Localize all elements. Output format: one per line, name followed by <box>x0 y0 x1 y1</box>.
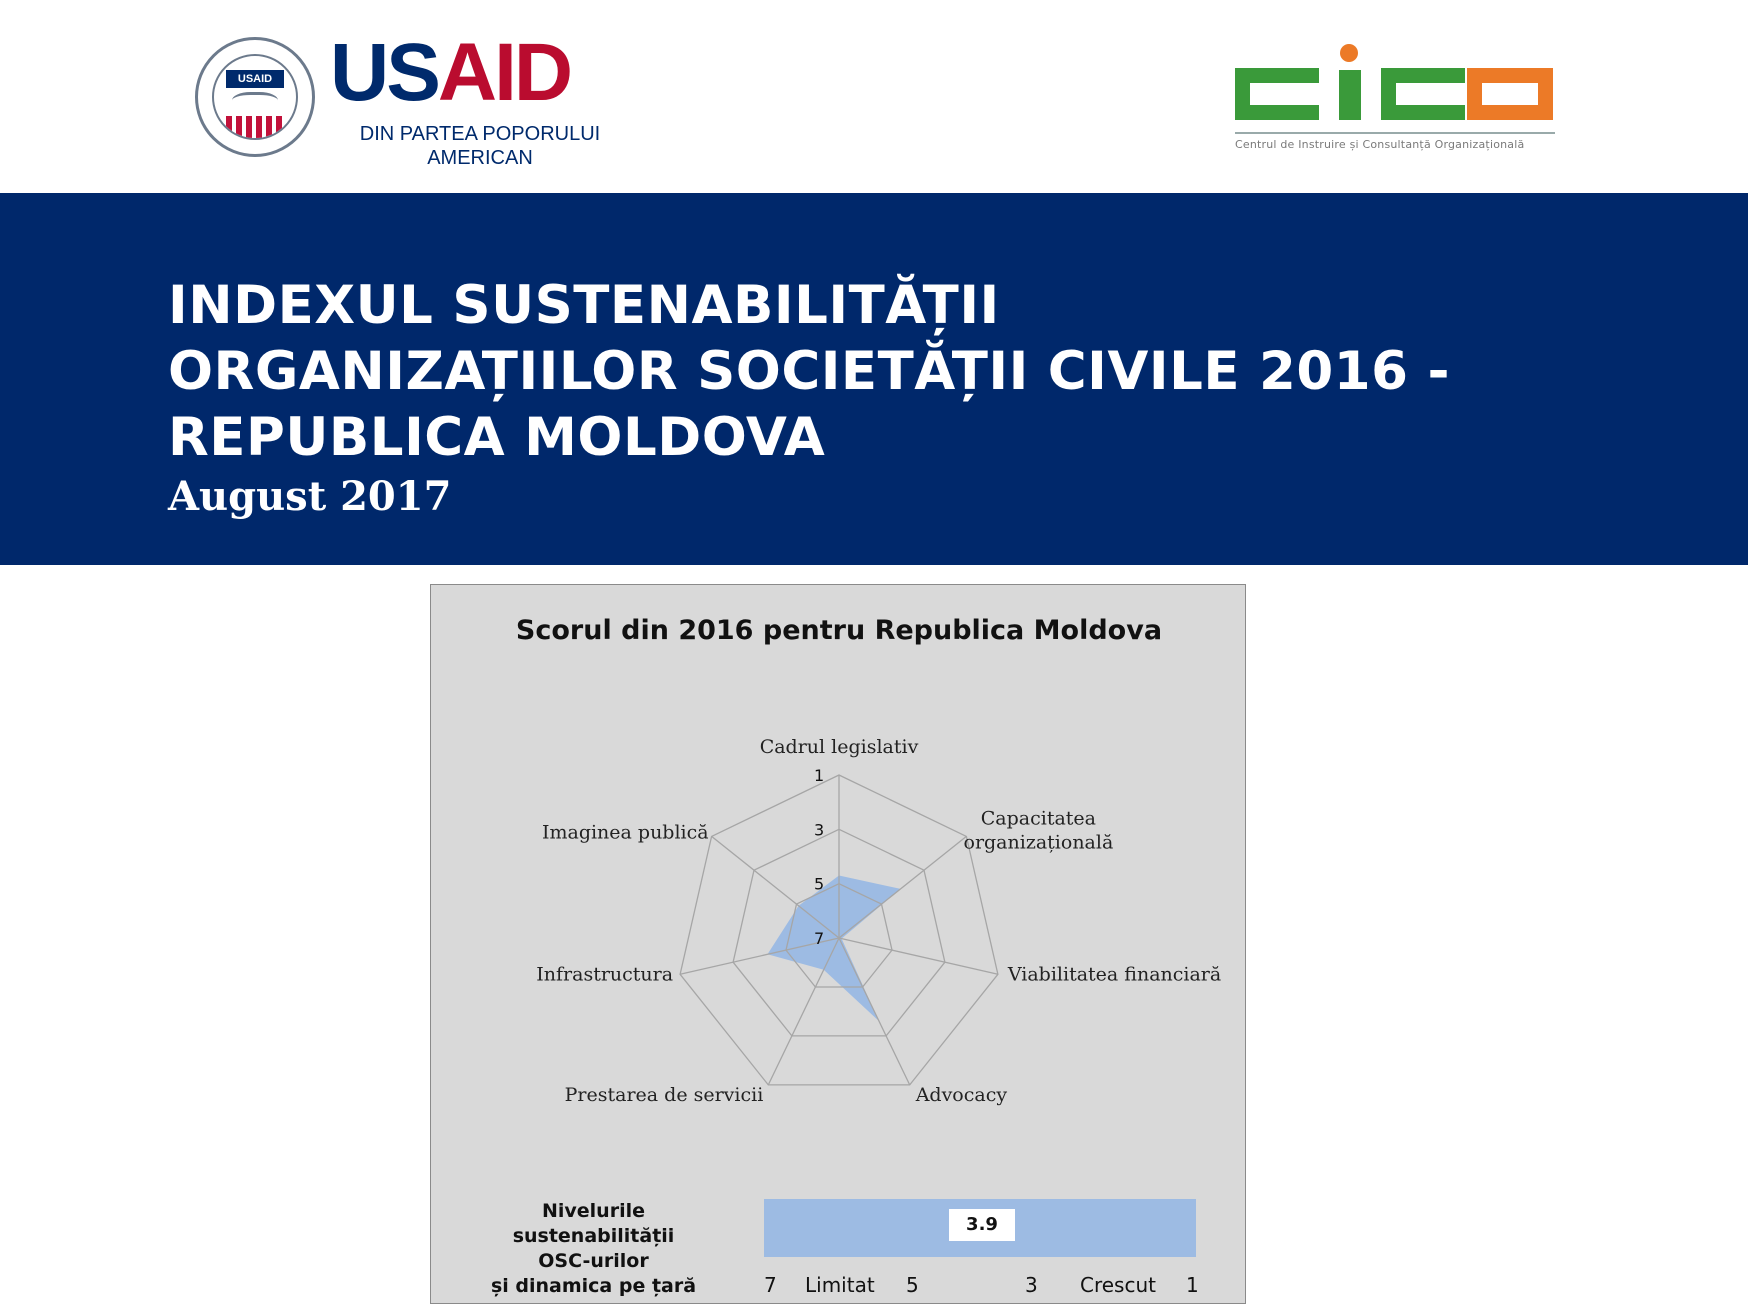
radar-tick-label: 1 <box>814 766 825 785</box>
cico-letter-c-icon <box>1235 68 1319 120</box>
scale-label: 1 <box>1186 1273 1199 1297</box>
usaid-wordmark: USAID <box>330 27 571 118</box>
scale-label: 5 <box>906 1273 919 1297</box>
radar-axis-label: Imaginea publică <box>541 821 709 844</box>
radar-spoke <box>839 938 998 974</box>
radar-axis-label: Viabilitatea financiară <box>1007 963 1222 986</box>
radar-tick-label: 5 <box>814 874 825 894</box>
document-title: INDEXUL SUSTENABILITĂȚII ORGANIZAȚIILOR SOCIETĂȚII CIVILE 2016 - REPUBLICA MOLDOVA <box>168 275 1450 468</box>
radar-tick-label: 7 <box>814 929 825 948</box>
usaid-tagline: DIN PARTEA POPORULUI AMERICAN <box>359 123 601 169</box>
scale-label: Limitat <box>805 1273 875 1297</box>
radar-spoke <box>839 938 910 1085</box>
cico-letter-o-icon <box>1467 68 1553 120</box>
overall-score: 3.9 <box>949 1209 1015 1241</box>
radar-tick-label: 3 <box>814 820 825 840</box>
scale-label: 3 <box>1025 1273 1038 1297</box>
usaid-logo <box>195 27 625 175</box>
cico-tagline: Centrul de Instruire și Consultanță Organizațională <box>1235 138 1525 151</box>
levels-label: Nivelurile sustenabilității OSC-urilor și dinamica pe țară <box>490 1200 697 1297</box>
radar-axis-label: Infrastructura <box>536 963 674 986</box>
radar-chart <box>431 585 1247 1185</box>
document-date: August 2017 <box>168 473 452 520</box>
radar-axis-label: Prestarea de servicii <box>564 1083 764 1106</box>
radar-axis-label: Cadrul legislativ <box>759 736 919 758</box>
scale-label: 7 <box>764 1273 777 1297</box>
score-card <box>430 584 1246 1304</box>
radar-axis-label: Advocacy <box>915 1083 1008 1106</box>
scale-label: Crescut <box>1080 1273 1156 1297</box>
chart-title: Scorul din 2016 pentru Republica Moldova <box>515 615 1163 646</box>
usaid-seal-icon: USAID <box>195 37 315 157</box>
cico-letter-i-icon <box>1339 70 1361 120</box>
cico-logo <box>1235 40 1555 165</box>
title-banner <box>0 193 1748 565</box>
cico-letter-c-icon <box>1381 68 1465 120</box>
radar-axis-label: Capacitatea organizațională <box>963 807 1114 854</box>
